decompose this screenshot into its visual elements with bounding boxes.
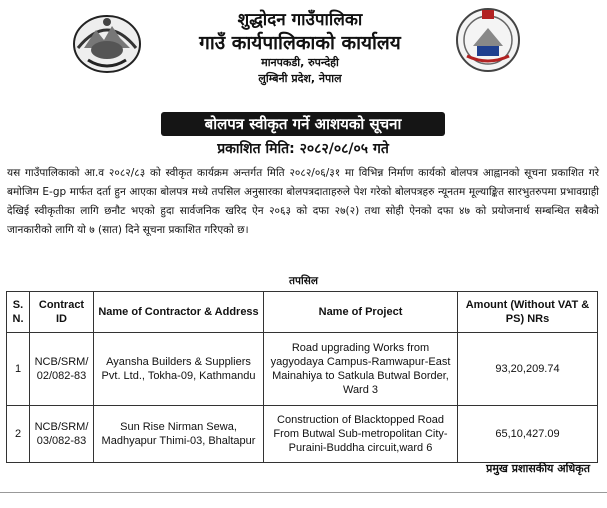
schedule-heading: तपसिल bbox=[289, 275, 318, 287]
table-row bbox=[7, 406, 598, 463]
municipality-logo-icon bbox=[453, 6, 523, 72]
column-header-contractor: Name of Contractor & Address bbox=[94, 292, 264, 333]
signatory: प्रमुख प्रशासकीय अधिकृत bbox=[486, 462, 590, 475]
cell-contract-id: NCB/SRM/ 02/082-83 bbox=[30, 333, 94, 406]
office-name: गाउँ कार्यपालिकाको कार्यालय bbox=[199, 32, 401, 54]
cell-project: Construction of Blacktopped Road From Butwal Sub-metropolitan City-Puraini-Buddha circuit,ward 6 bbox=[264, 406, 458, 463]
cell-amount: 93,20,209.74 bbox=[458, 333, 598, 406]
notice-title-banner: बोलपत्र स्वीकृत गर्ने आशयको सूचना bbox=[161, 112, 445, 136]
nepal-government-emblem-icon bbox=[72, 10, 142, 74]
cell-contractor: Sun Rise Nirman Sewa, Madhyapur Thimi-03, Bhaltapur bbox=[94, 406, 264, 463]
bottom-divider bbox=[0, 492, 607, 493]
address-line-1: मानपकडी, रुपन्देही bbox=[261, 56, 339, 69]
table-row bbox=[7, 333, 598, 406]
letterhead bbox=[150, 10, 450, 87]
published-date: प्रकाशित मिति: २०८२/०८/०५ गते bbox=[217, 141, 389, 157]
cell-sn: 1 bbox=[7, 333, 30, 406]
column-header-project: Name of Project bbox=[264, 292, 458, 333]
cell-contractor: Ayansha Builders & Suppliers Pvt. Ltd., Tokha-09, Kathmandu bbox=[94, 333, 264, 406]
org-name: शुद्धोदन गाउँपालिका bbox=[237, 10, 363, 30]
address-line-2: लुम्बिनी प्रदेश, नेपाल bbox=[258, 72, 342, 85]
table-header-row bbox=[7, 292, 598, 333]
column-header-amount: Amount (Without VAT & PS) NRs bbox=[458, 292, 598, 333]
cell-amount: 65,10,427.09 bbox=[458, 406, 598, 463]
cell-project: Road upgrading Works from yagyodaya Campus-Ramwapur-East Mainahiya to Satkula Butwal Border, Ward 3 bbox=[264, 333, 458, 406]
column-header-sn: S. N. bbox=[7, 292, 30, 333]
column-header-contract-id: Contract ID bbox=[30, 292, 94, 333]
cell-contract-id: NCB/SRM/ 03/082-83 bbox=[30, 406, 94, 463]
cell-sn: 2 bbox=[7, 406, 30, 463]
contracts-table bbox=[6, 291, 598, 463]
notice-body: यस गाउँपालिकाको आ.व २०८२/८३ को स्वीकृत कार्यक्रम अन्तर्गत मिति २०८२/०६/३१ मा विभिन्न निर्माण कार्यको बोलपत्र आह्वानको सूचना प्रकाशित गरे बमोजिम E-gp मार्फत दर्ता हुन आएका बोलपत्र मध्ये तपसिल अनुसारका बोलपत्रदाताहरुले पेश गरेको बोलपत्रहरु न्यूनतम मूल्याङ्कित सारभुतरुपमा प्रभावग्राही देखिई स्वीकृतीका लागि छनौट भएको हुदा सार्वजनिक खरिद ऐन २०६३ को दफा २७(२) तथा सोही ऐनको दफा ४७ को प्रयोजनार्थ सम्बन्धित सबैको जानकारीको लागि यो ७ (सात) दिने सूचना प्रकाशित गरिएको छ। bbox=[7, 167, 599, 236]
